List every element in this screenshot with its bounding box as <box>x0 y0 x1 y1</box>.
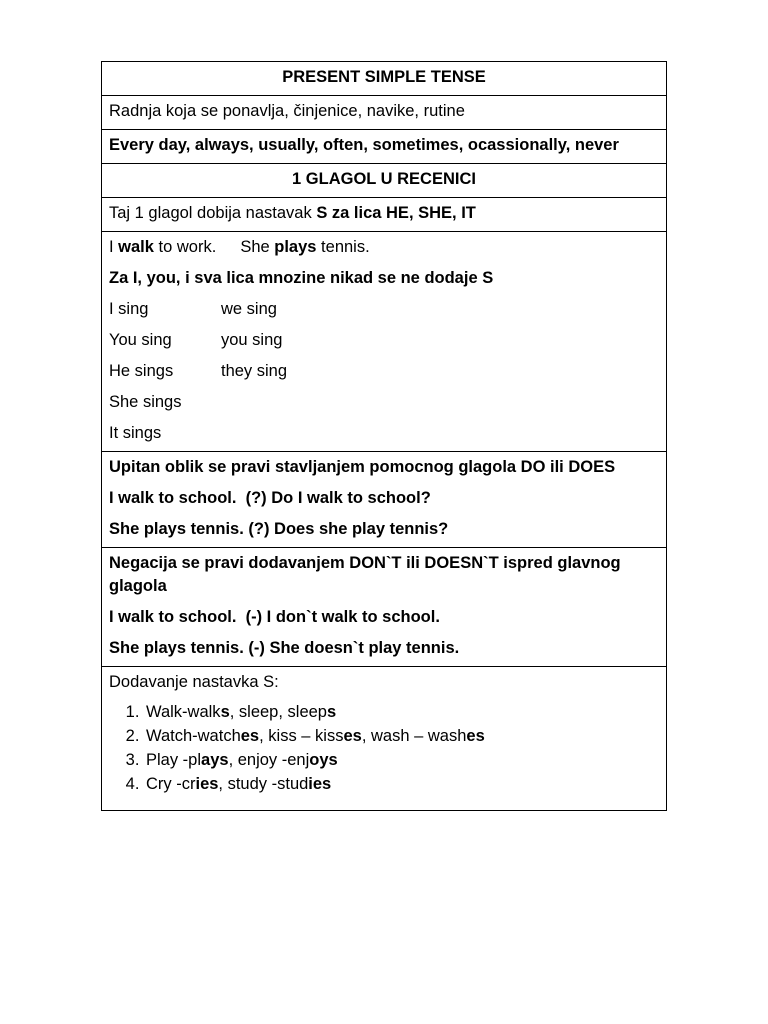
conjugation-row <box>109 391 659 414</box>
ending-text: , wash – wash <box>361 727 467 745</box>
question-cell <box>102 452 667 548</box>
question-row <box>102 452 667 548</box>
ending-suffix: ies <box>195 775 219 793</box>
table-title: PRESENT SIMPLE TENSE <box>102 62 667 96</box>
ending-list-item <box>144 700 659 724</box>
s-rule-text <box>102 198 667 232</box>
example1-subject: I <box>109 238 119 256</box>
s-rule-prefix: Taj 1 glagol dobija nastavak <box>109 204 317 222</box>
negation-cell <box>102 548 667 667</box>
conjugation-row <box>109 360 659 383</box>
ending-suffix: es <box>240 727 260 745</box>
example2-subject: She <box>240 238 275 256</box>
adverbs-row <box>102 130 667 164</box>
ending-suffix: s <box>220 703 230 721</box>
title-row <box>102 62 667 96</box>
conjugation-singular: She sings <box>109 393 182 411</box>
conjugation-singular: You sing <box>109 331 172 349</box>
example2-rest: tennis. <box>316 238 370 256</box>
ending-list-item <box>144 724 659 748</box>
ending-list-item <box>144 748 659 772</box>
endings-list <box>109 700 659 796</box>
endings-row <box>102 667 667 811</box>
question-example: She plays tennis. (?) Does she play tennis? <box>109 520 449 538</box>
conjugation-plural: you sing <box>221 331 283 349</box>
ending-text: , kiss – kiss <box>259 727 344 745</box>
example2-verb: plays <box>274 238 317 256</box>
conjugation-singular: I sing <box>109 300 149 318</box>
ending-suffix: oys <box>309 751 338 769</box>
conjugation-row <box>109 329 659 352</box>
ending-list-item <box>144 772 659 796</box>
negation-rule: Negacija se pravi dodavanjem DON`T ili DOESN`T ispred glavnog glagola <box>109 554 621 595</box>
frequency-adverbs: Every day, always, usually, often, sometimes, ocassionally, never <box>102 130 667 164</box>
conjugation-singular: It sings <box>109 424 162 442</box>
ending-suffix: s <box>326 703 337 721</box>
grammar-table <box>101 61 667 811</box>
definition-text: Radnja koja se ponavlja, činjenice, navike, rutine <box>102 96 667 130</box>
example-sentences <box>109 236 659 259</box>
ending-text: Play -pl <box>146 751 202 769</box>
conjugation-row <box>109 422 659 445</box>
endings-heading: Dodavanje nastavka S: <box>109 673 279 691</box>
examples-cell <box>102 232 667 452</box>
ending-text: Watch-watch <box>146 727 241 745</box>
ending-text: , sleep, sleep <box>229 703 327 721</box>
definition-row <box>102 96 667 130</box>
negation-example: She plays tennis. (-) She doesn`t play tennis. <box>109 639 460 657</box>
ending-suffix: es <box>466 727 485 745</box>
no-s-rule: Za I, you, i sva lica mnozine nikad se ne dodaje S <box>109 269 494 287</box>
s-rule-bold: S za lica HE, SHE, IT <box>316 204 476 222</box>
s-rule-row <box>102 198 667 232</box>
ending-text: Walk-walk <box>146 703 221 721</box>
negation-row <box>102 548 667 667</box>
conjugation-plural: we sing <box>221 300 277 318</box>
ending-suffix: es <box>343 727 362 745</box>
ending-suffix: ays <box>201 751 229 769</box>
ending-text: , study -stud <box>218 775 309 793</box>
examples-row <box>102 232 667 452</box>
question-example: I walk to school. (?) Do I walk to school? <box>109 489 431 507</box>
example1-verb: walk <box>118 238 154 256</box>
ending-text: , enjoy -enj <box>228 751 310 769</box>
negation-example: I walk to school. (-) I don`t walk to school. <box>109 608 440 626</box>
question-rule: Upitan oblik se pravi stavljanjem pomocnog glagola DO ili DOES <box>109 458 616 476</box>
endings-cell <box>102 667 667 811</box>
conjugation-plural: they sing <box>221 362 288 380</box>
one-verb-row <box>102 164 667 198</box>
example1-rest: to work. <box>153 238 217 256</box>
ending-text: Cry -cr <box>146 775 196 793</box>
conjugation-singular: He sings <box>109 362 174 380</box>
ending-suffix: ies <box>308 775 332 793</box>
one-verb-heading: 1 GLAGOL U RECENICI <box>102 164 667 198</box>
conjugation-row <box>109 298 659 321</box>
